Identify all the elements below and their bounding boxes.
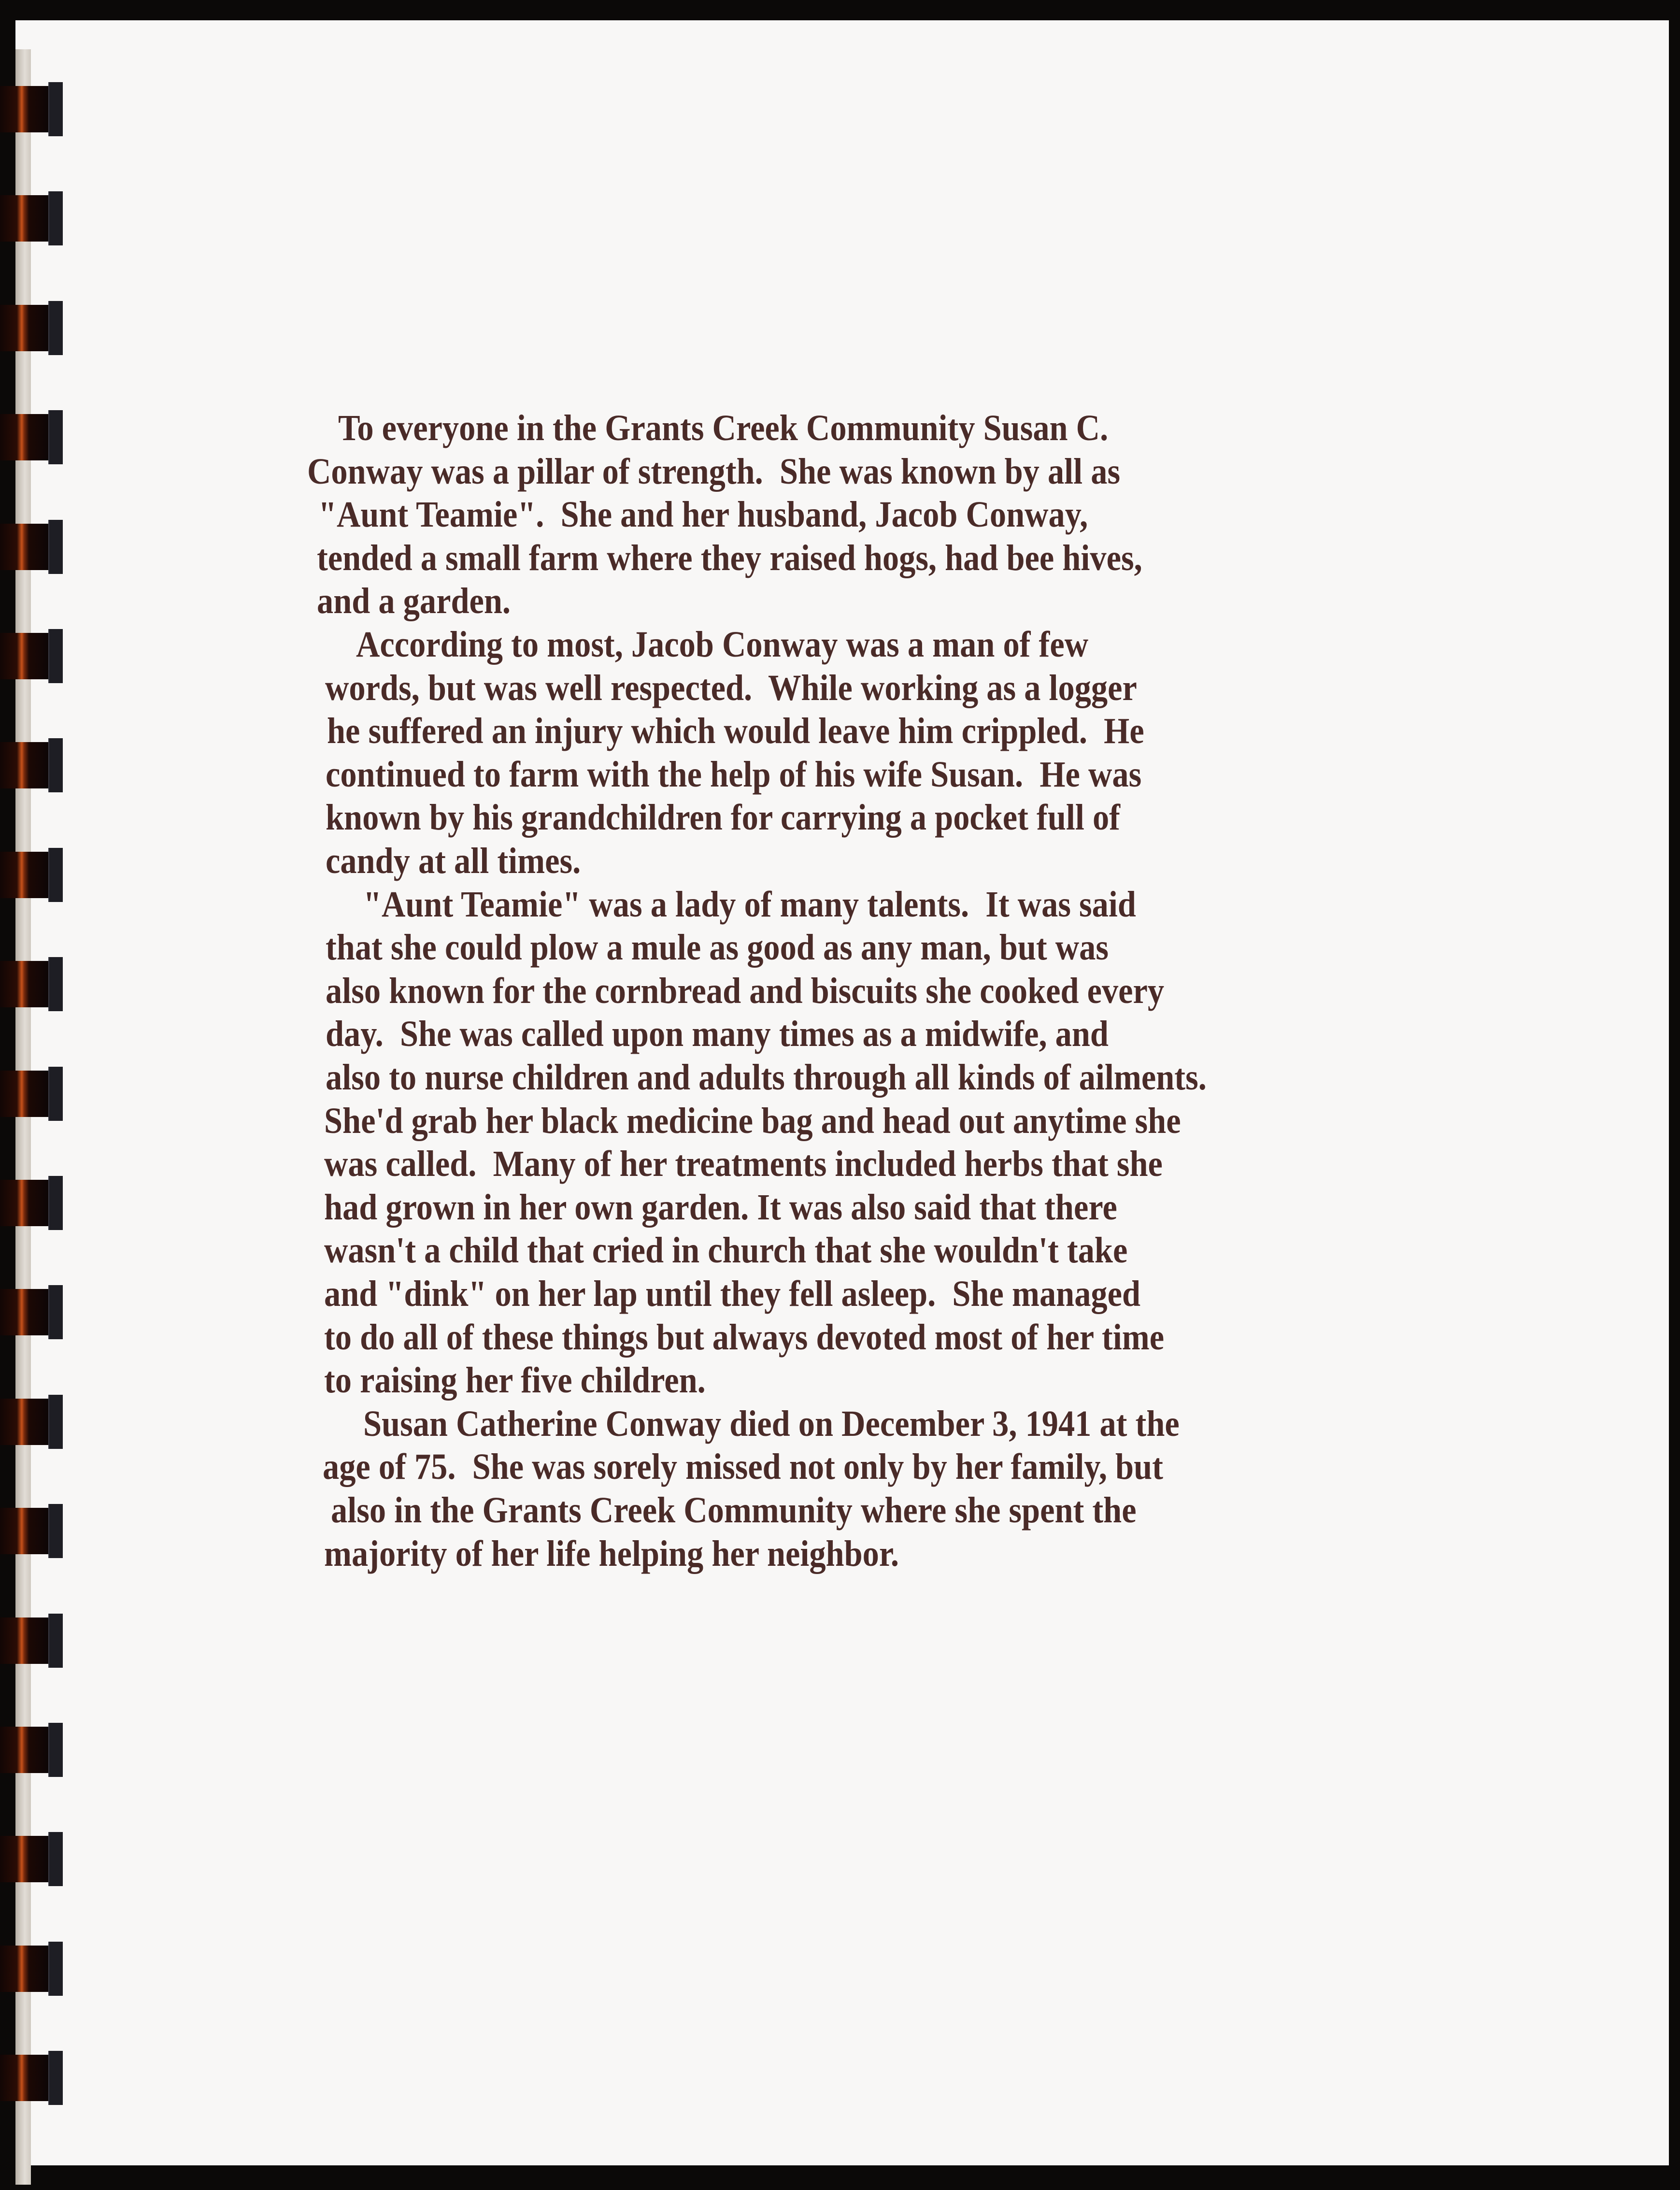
text-line: had grown in her own garden. It was also said that there bbox=[324, 1187, 1117, 1228]
binding-ring bbox=[0, 1176, 62, 1230]
text-line: "Aunt Teamie". She and her husband, Jacob Conway, bbox=[318, 494, 1088, 535]
text-line: also to nurse children and adults through all kinds of ailments. bbox=[326, 1057, 1207, 1098]
text-line: and "dink" on her lap until they fell asleep. She managed bbox=[324, 1274, 1141, 1314]
binding-ring bbox=[0, 1285, 62, 1339]
text-line: wasn't a child that cried in church that she wouldn't take bbox=[324, 1230, 1128, 1271]
text-line: Susan Catherine Conway died on December 3, 1941 at the bbox=[363, 1403, 1180, 1444]
binding-ring bbox=[0, 82, 62, 136]
binding-ring bbox=[0, 1723, 62, 1777]
text-line: to raising her five children. bbox=[324, 1360, 706, 1401]
text-line: continued to farm with the help of his wife Susan. He was bbox=[326, 754, 1142, 795]
text-line: to do all of these things but always devoted most of her time bbox=[324, 1317, 1165, 1358]
text-line: also known for the cornbread and biscuits she cooked every bbox=[326, 970, 1165, 1011]
binding-ring bbox=[0, 1942, 62, 1996]
text-line: that she could plow a mule as good as any man, but was bbox=[326, 927, 1109, 968]
binding-ring bbox=[0, 1067, 62, 1121]
document-page bbox=[15, 20, 1669, 2165]
text-line: tended a small farm where they raised hogs, had bee hives, bbox=[317, 537, 1142, 578]
binding-ring bbox=[0, 1614, 62, 1668]
text-line: day. She was called upon many times as a midwife, and bbox=[326, 1014, 1109, 1055]
binding-ring bbox=[0, 2051, 62, 2105]
text-line: Conway was a pillar of strength. She was known by all as bbox=[307, 451, 1121, 492]
binding-ring bbox=[0, 1395, 62, 1449]
text-line: and a garden. bbox=[317, 581, 511, 622]
text-line: To everyone in the Grants Creek Community Susan C. bbox=[338, 408, 1109, 448]
text-line: words, but was well respected. While working as a logger bbox=[325, 667, 1137, 708]
text-line: "Aunt Teamie" was a lady of many talents. It was said bbox=[363, 884, 1136, 925]
binding-ring bbox=[0, 629, 62, 683]
text-line: She'd grab her black medicine bag and head out anytime she bbox=[324, 1100, 1181, 1141]
text-line: age of 75. She was sorely missed not only by her family, but bbox=[323, 1446, 1163, 1488]
text-line: known by his grandchildren for carrying a pocket full of bbox=[326, 797, 1120, 838]
text-line: candy at all times. bbox=[326, 841, 581, 881]
text-line: he suffered an injury which would leave him crippled. He bbox=[327, 711, 1144, 752]
binding-ring bbox=[0, 191, 62, 245]
text-line: also in the Grants Creek Community where she spent the bbox=[331, 1490, 1137, 1531]
binding-ring bbox=[0, 301, 62, 355]
text-line: majority of her life helping her neighbor. bbox=[324, 1533, 899, 1574]
text-line: was called. Many of her treatments included herbs that she bbox=[324, 1144, 1163, 1185]
binding-ring bbox=[0, 520, 62, 574]
binding-ring bbox=[0, 1832, 62, 1886]
binding-ring bbox=[0, 738, 62, 792]
binding-ring bbox=[0, 957, 62, 1011]
binding-ring bbox=[0, 410, 62, 464]
text-line: According to most, Jacob Conway was a man of few bbox=[356, 624, 1089, 665]
binding-ring bbox=[0, 1504, 62, 1558]
binding-ring bbox=[0, 848, 62, 902]
